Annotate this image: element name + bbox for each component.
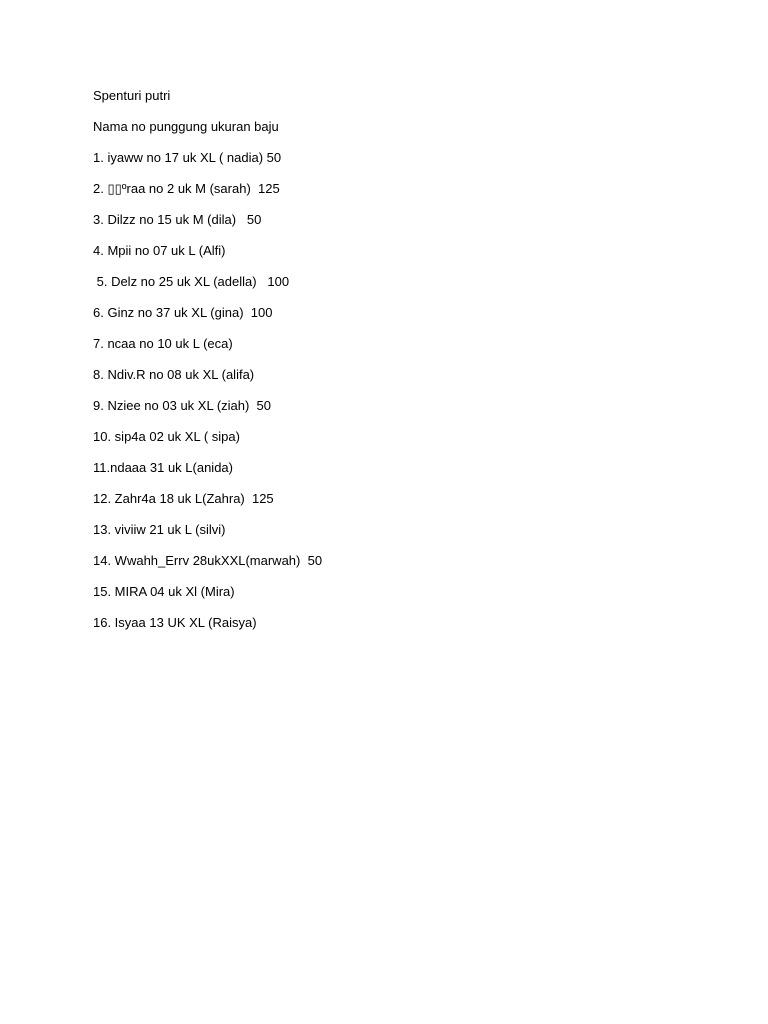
list-item: 10. sip4a 02 uk XL ( sipa)	[93, 429, 240, 444]
list-item: 8. Ndiv.R no 08 uk XL (alifa)	[93, 367, 255, 382]
list-item: 11.ndaaa 31 uk L(anida)	[93, 460, 233, 475]
list-header: Nama no punggung ukuran baju	[93, 119, 279, 134]
list-item: 6. Ginz no 37 uk XL (gina) 100	[93, 305, 273, 320]
list-item: 5. Delz no 25 uk XL (adella) 100	[93, 274, 290, 289]
document-title: Spenturi putri	[93, 88, 171, 103]
list-item: 14. Wwahh_Errv 28ukXXL(marwah) 50	[93, 553, 323, 568]
list-item: 12. Zahr4a 18 uk L(Zahra) 125	[93, 491, 274, 506]
list-item: 15. MIRA 04 uk Xl (Mira)	[93, 584, 235, 599]
list-item: 3. Dilzz no 15 uk M (dila) 50	[93, 212, 262, 227]
list-item: 13. viviiw 21 uk L (silvi)	[93, 522, 226, 537]
list-item: 9. Nziee no 03 uk XL (ziah) 50	[93, 398, 272, 413]
document-body	[93, 86, 693, 644]
list-item: 7. ncaa no 10 uk L (eca)	[93, 336, 233, 351]
list-item: 16. Isyaa 13 UK XL (Raisya)	[93, 615, 257, 630]
list-item: 2. ▯▯ºraa no 2 uk M (sarah) 125	[93, 181, 280, 196]
list-item: 4. Mpii no 07 uk L (Alfi)	[93, 243, 226, 258]
list-item: 1. iyaww no 17 uk XL ( nadia) 50	[93, 150, 282, 165]
